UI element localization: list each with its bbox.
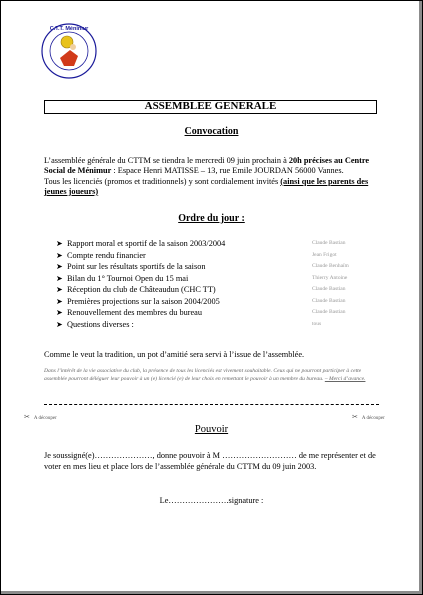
agenda-item-speaker: Claude Bastian <box>312 240 346 246</box>
scissors-icon: ✂ <box>24 413 30 421</box>
agenda-item <box>56 261 376 273</box>
convocation-heading: Convocation <box>184 126 239 137</box>
cut-line-top <box>44 404 379 405</box>
club-logo <box>40 22 98 80</box>
intro-time: 20h précises <box>288 156 332 165</box>
document-title: ASSEMBLEE GENERALE <box>44 100 377 114</box>
cut-label: A découper <box>361 416 385 421</box>
agenda-item-text: Renouvellement des membres du bureau <box>67 308 203 317</box>
arrow-bullet-icon: ➤ <box>56 250 63 260</box>
agenda-item <box>56 238 376 250</box>
agenda-item-speaker: Claude Bastian <box>312 309 346 315</box>
intro-part1: L’assemblée générale du CTTM se tiendra le mercredi 09 juin prochain à <box>44 156 289 165</box>
intro-line2: Tous les licenciés (promos et traditionnels) y sont cordialement invités <box>44 176 281 186</box>
delegation-note-thanks: – Merci d’avance. <box>324 376 366 383</box>
agenda-item-text: Point sur les résultats sportifs de la saison <box>67 262 206 271</box>
agenda-item <box>56 250 376 262</box>
scissors-icon: ✂ <box>352 413 358 421</box>
arrow-bullet-icon: ➤ <box>56 239 63 248</box>
agenda-item <box>56 284 376 296</box>
agenda-item-speaker: tous <box>312 320 322 327</box>
cut-marker-right <box>352 414 385 422</box>
arrow-bullet-icon: ➤ <box>56 262 63 271</box>
signature-line: Le………………….signature : <box>159 496 264 505</box>
agenda-item <box>56 307 376 319</box>
arrow-bullet-icon: ➤ <box>56 319 63 329</box>
intro-part3: : Espace Henri MATISSE – 13, rue Emile JOURDAN 56000 Vannes. <box>111 166 344 176</box>
agenda-item-text: Premières projections sur la saison 2004/2005 <box>67 296 220 306</box>
proxy-text: Je soussigné(e)…………………, donne pouvoir à M ……………………… de me représenter et de voter en mes lieu et place lors de l’assemblée générale du CTTM du 09 juin 2003. <box>44 451 376 471</box>
intro-paragraph <box>44 156 379 197</box>
cut-marker-left <box>24 414 57 422</box>
agenda-item <box>56 273 376 285</box>
closing-sentence: Comme le veut la tradition, un pot d’amitié sera servi à l’issue de l’assemblée. <box>44 350 305 359</box>
agenda-item <box>56 319 376 331</box>
agenda-heading: Ordre du jour : <box>178 213 245 224</box>
delegation-note <box>44 367 384 384</box>
agenda-list <box>56 238 376 330</box>
agenda-item-text: Rapport moral et sportif de la saison 2003/2004 <box>67 239 226 248</box>
agenda-item <box>56 296 376 308</box>
agenda-item-text: Questions diverses : <box>67 319 134 329</box>
agenda-item-text: Compte rendu financier <box>67 250 146 260</box>
agenda-item-text: Réception du club de Châteaudun (CHC TT) <box>67 285 216 294</box>
arrow-bullet-icon: ➤ <box>56 273 63 283</box>
agenda-item-text: Bilan du 1° Tournoi Open du 15 mai <box>67 273 189 283</box>
agenda-item-speaker: Claude Benhaïm <box>312 263 349 269</box>
agenda-item-speaker: Jean Frigot <box>312 251 337 258</box>
intro-line2-emph: (ainsi que les parents des jeunes joueurs) <box>44 176 369 196</box>
agenda-item-speaker: Thierry Antoine <box>312 274 348 281</box>
agenda-item-speaker: Claude Bastian <box>312 297 346 304</box>
svg-text:C.T.T. Ménimur: C.T.T. Ménimur <box>49 26 89 32</box>
cut-label: A découper <box>33 416 57 421</box>
agenda-item-speaker: Claude Bastian <box>312 286 346 292</box>
proxy-heading: Pouvoir <box>194 424 229 435</box>
arrow-bullet-icon: ➤ <box>56 285 63 294</box>
arrow-bullet-icon: ➤ <box>56 296 63 306</box>
arrow-bullet-icon: ➤ <box>56 308 63 317</box>
delegation-note-text: Dans l’intérêt de la vie associative du club, la présence de tous les licenciés est vivement souhaitable. Ceux qui ne pourront participer à cette assemblée pourront déléguer leur pouvoir à un (e) licencié (e) de leur choix en remettant le pouvoir à un membre du bureau. <box>44 368 362 383</box>
intro-venue: au Centre Social de Ménimur <box>44 156 370 176</box>
